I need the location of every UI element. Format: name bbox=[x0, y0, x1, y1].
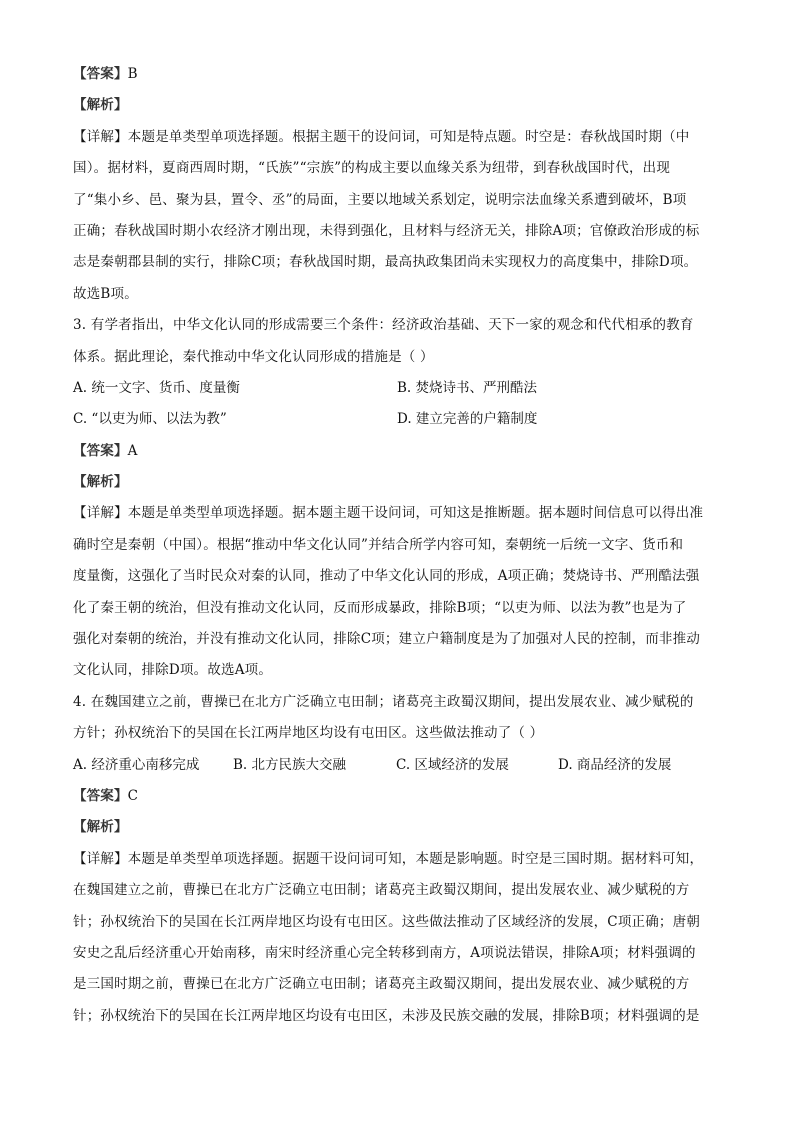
question-stem: 4. 在魏国建立之前，曹操已在北方广泛确立屯田制；诸葛亮主政蜀汉期间，提出发展农业、减少赋税的 bbox=[73, 693, 694, 710]
analysis-tag: 【解析】 bbox=[73, 97, 128, 114]
answer-line bbox=[73, 441, 723, 461]
detail-line: 故选B项。 bbox=[73, 285, 138, 302]
detail-line: 针；孙权统治下的吴国在长江两岸地区均设有屯田区，未涉及民族交融的发展，排除B项；材料强调的是 bbox=[73, 1007, 700, 1024]
detail-line: 确时空是秦朝（中国）。根据“推动中华文化认同”并结合所学内容可知，秦朝统一后统一文字、货币和 bbox=[73, 536, 684, 553]
option-c: C. “以吏为师、以法为教” bbox=[73, 411, 227, 428]
option-b: B. 焚烧诗书、严刑酷法 bbox=[397, 379, 538, 396]
answer-line bbox=[73, 64, 723, 84]
analysis-heading bbox=[73, 472, 723, 492]
options-row bbox=[73, 409, 723, 429]
detail-line: 国）。据材料，夏商西周时期，“氏族”“宗族”的构成主要以血缘关系为纽带，到春秋战国时代，出现 bbox=[73, 160, 671, 177]
question-stem: 方针；孙权统治下的吴国在长江两岸地区均设有屯田区。这些做法推动了（ ） bbox=[73, 725, 544, 742]
option-a: A. 经济重心南移完成 bbox=[73, 756, 200, 773]
option-a: A. 统一文字、货币、度量衡 bbox=[73, 379, 240, 396]
answer-value: A bbox=[127, 442, 138, 459]
document-page bbox=[73, 64, 723, 1037]
detail-line: 度量衡，这强化了当时民众对秦的认同，推动了中华文化认同的形成，A项正确；焚烧诗书、严刑酷法强 bbox=[73, 568, 700, 585]
detail-line: 化了秦王朝的统治，但没有推动文化认同，反而形成暴政，排除B项；“以吏为师、以法为教”也是为了 bbox=[73, 599, 687, 616]
detail-line: 【详解】本题是单类型单项选择题。根据主题干的设问词，可知是特点题。时空是：春秋战国时期（中 bbox=[73, 128, 690, 145]
option-d: D. 商品经济的发展 bbox=[558, 756, 672, 773]
analysis-tag: 【解析】 bbox=[73, 819, 128, 836]
options-row bbox=[73, 378, 723, 398]
detail-line: 文化认同，排除D项。故选A项。 bbox=[73, 662, 273, 679]
detail-line: 【详解】本题是单类型单项选择题。据本题主题干设问词，可知这是推断题。据本题时间信息可以得出准 bbox=[73, 505, 704, 522]
answer-line bbox=[73, 786, 723, 806]
question-stem: 3. 有学者指出，中华文化认同的形成需要三个条件：经济政治基础、天下一家的观念和代代相承的教育 bbox=[73, 317, 694, 334]
option-b: B. 北方民族大交融 bbox=[233, 756, 347, 773]
answer-value: C bbox=[127, 787, 139, 804]
option-d: D. 建立完善的户籍制度 bbox=[397, 411, 538, 428]
detail-line: 志是秦朝郡县制的实行，排除C项；春秋战国时期，最高执政集团尚未实现权力的高度集中，排除D项。 bbox=[73, 254, 698, 271]
analysis-heading bbox=[73, 817, 723, 837]
detail-line: 强化对秦朝的统治，并没有推动文化认同，排除C项；建立户籍制度是为了加强对人民的控制，而非推动 bbox=[73, 631, 701, 648]
analysis-heading bbox=[73, 95, 723, 115]
answer-tag: 【答案】 bbox=[73, 442, 128, 459]
detail-line: 安史之乱后经济重心开始南移，南宋时经济重心完全转移到南方，A项说法错误，排除A项；材料强调的 bbox=[73, 944, 696, 961]
option-c: C. 区域经济的发展 bbox=[396, 756, 509, 773]
detail-line: 是三国时期之前，曹操已在北方广泛确立屯田制；诸葛亮主政蜀汉期间，提出发展农业、减少赋税的方 bbox=[73, 976, 690, 993]
answer-tag: 【答案】 bbox=[73, 66, 128, 82]
answer-value: B bbox=[127, 66, 138, 82]
detail-line: 正确；春秋战国时期小农经济才刚出现，未得到强化，且材料与经济无关，排除A项；官僚政治形成的标 bbox=[73, 222, 700, 239]
analysis-tag: 【解析】 bbox=[73, 474, 128, 491]
options-row bbox=[73, 755, 723, 775]
question-stem: 体系。据此理论，秦代推动中华文化认同形成的措施是（ ） bbox=[73, 348, 434, 365]
answer-tag: 【答案】 bbox=[73, 787, 128, 804]
detail-line: 【详解】本题是单类型单项选择题。据题干设问词可知，本题是影响题。时空是三国时期。据材料可知， bbox=[73, 850, 704, 867]
detail-line: 在魏国建立之前，曹操已在北方广泛确立屯田制；诸葛亮主政蜀汉期间，提出发展农业、减少赋税的方 bbox=[73, 882, 690, 899]
detail-line: 针；孙权统治下的吴国在长江两岸地区均设有屯田区。这些做法推动了区域经济的发展，C项正确；唐朝 bbox=[73, 913, 701, 930]
detail-line: 了“集小乡、邑、聚为县，置令、丞”的局面，主要以地域关系划定，说明宗法血缘关系遭到破坏，B项 bbox=[73, 191, 687, 208]
